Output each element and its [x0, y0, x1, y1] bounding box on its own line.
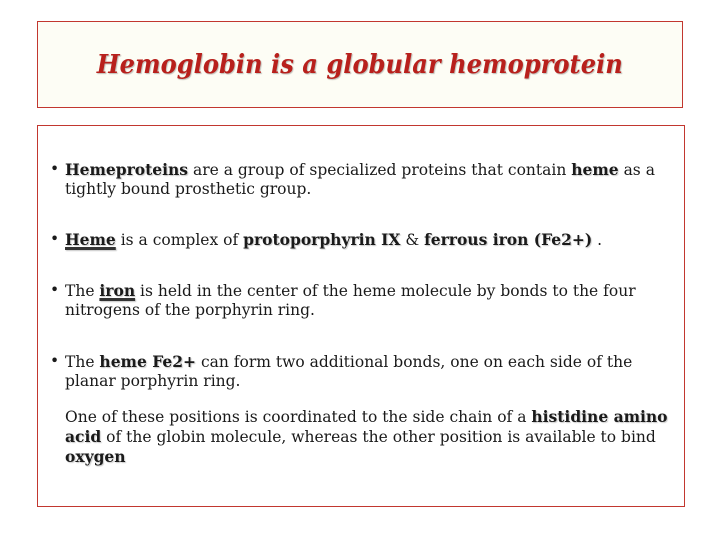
note-paragraph [65, 407, 675, 467]
bullet-dot: • [50, 230, 60, 248]
bullet-hemeproteins [50, 160, 670, 199]
term-heme: heme [571, 160, 619, 179]
bullet-text [65, 281, 670, 320]
content-box [37, 125, 685, 507]
bullet-dot: • [50, 160, 60, 178]
bullet-dot: • [50, 281, 60, 299]
slide-title: Hemoglobin is a globular hemoprotein [96, 49, 624, 80]
text-segment: One of these positions is coordinated to the side chain of a [65, 408, 532, 426]
text-segment: The [65, 353, 100, 371]
bullet-heme-fe2 [50, 352, 670, 391]
term-oxygen: oxygen [65, 447, 126, 466]
text-segment: are a group of specialized proteins that contain [188, 161, 572, 179]
text-segment: & [400, 231, 425, 249]
bullet-heme-complex [50, 230, 670, 250]
term-heme: Heme [65, 230, 116, 249]
text-segment: of the globin molecule, whereas the other position is available to bind [101, 428, 656, 446]
text-segment: as a tightly bound prosthetic group. [65, 161, 655, 198]
text-segment: is held in the center of the heme molecule by bonds to the four nitrogens of the porphyrin ring. [65, 282, 636, 319]
text-segment: is a complex of [115, 231, 244, 249]
term-ferrous-iron: ferrous iron (Fe2+) [424, 230, 593, 249]
term-iron: iron [99, 281, 136, 300]
bullet-iron [50, 281, 670, 320]
bullet-text [65, 352, 670, 391]
text-segment: . [592, 231, 603, 249]
term-heme-fe2: heme Fe2+ [99, 352, 197, 371]
term-histidine: histidine amino acid [65, 407, 668, 446]
bullet-text [65, 160, 670, 199]
text-segment: can form two additional bonds, one on each side of the planar porphyrin ring. [65, 353, 633, 390]
text-segment: The [65, 282, 100, 300]
bullet-dot: • [50, 352, 60, 370]
bullet-text [65, 230, 670, 250]
term-protoporphyrin: protoporphyrin IX [243, 230, 401, 249]
term-hemeproteins: Hemeproteins [65, 160, 189, 179]
title-box [37, 21, 683, 108]
